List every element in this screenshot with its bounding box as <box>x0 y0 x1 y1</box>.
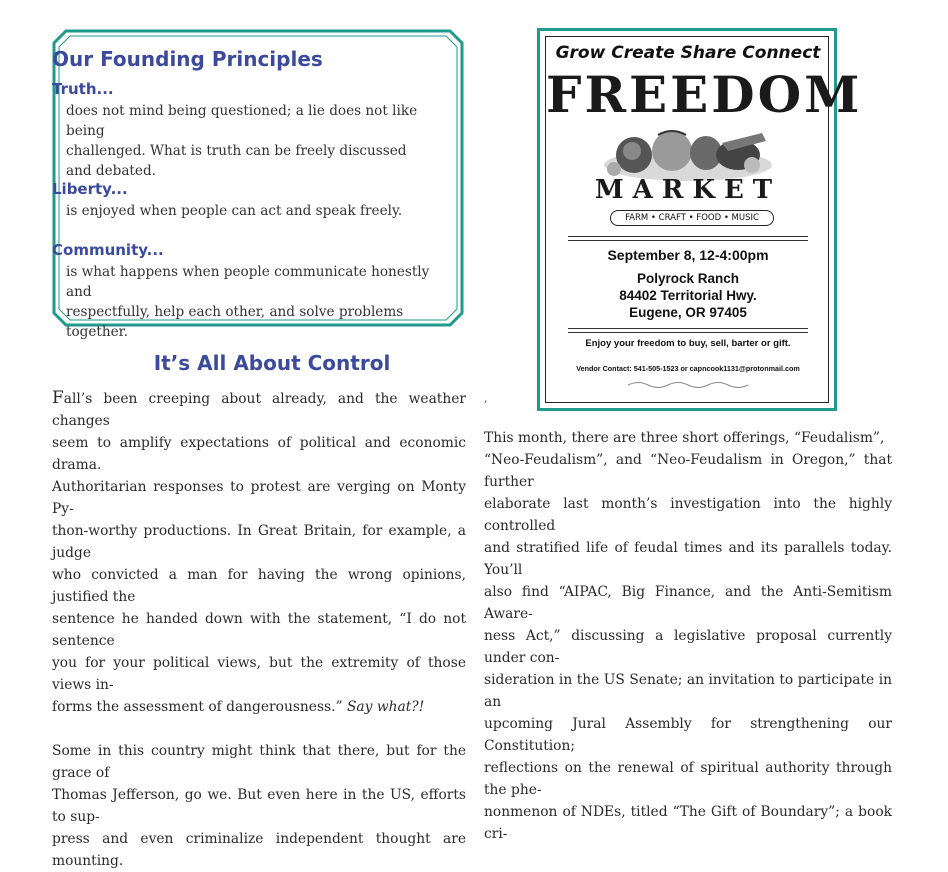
principle-text-liberty <box>66 201 450 221</box>
flyer-street: 84402 Territorial Hwy. <box>619 288 757 303</box>
text-line: Authoritarian responses to protest are verging on Monty Py- <box>52 479 466 517</box>
divider <box>568 328 808 329</box>
text-line: you for your political views, but the extremity of those views in- <box>52 655 466 693</box>
text-line: is what happens when people communicate honestly and <box>66 264 430 300</box>
freedom-market-flyer <box>545 36 863 403</box>
principle-text-truth <box>66 101 450 181</box>
text-span: forms the assessment of dangerousness.” <box>52 699 343 715</box>
text-line: This month, there are three short offerings, “Feudalism”, <box>484 430 885 446</box>
text-line: seem to amplify expectations of political and economic drama. <box>52 435 466 473</box>
text-line: “Neo-Feudalism”, and “Neo-Feudalism in Oregon,” that further <box>484 452 892 490</box>
text-line: Thomas Jefferson, go we. But even here in the US, efforts to sup- <box>52 787 466 825</box>
flyer-date: September 8, 12-4:00pm <box>607 247 769 263</box>
flyer-categories: FARM • CRAFT • FOOD • MUSIC <box>610 210 774 226</box>
flyer-subtitle: MARKET <box>594 175 782 205</box>
divider <box>568 240 808 241</box>
text-line: also find “AIPAC, Big Finance, and the Anti-Semitism Aware- <box>484 584 892 622</box>
text-line: does not mind being questioned; a lie does not like being <box>66 103 418 139</box>
founding-principles-box <box>52 29 464 340</box>
flyer-tagline: Grow Create Share Connect <box>555 43 821 63</box>
article-left-column <box>52 387 466 872</box>
text-line: respectfully, help each other, and solve problems together. <box>66 304 404 340</box>
principle-heading-liberty: Liberty... <box>52 180 128 198</box>
text-line: elaborate last month’s investigation into the highly controlled <box>484 496 892 534</box>
text-span: all’s been creeping about already, and the weather changes <box>52 391 466 429</box>
text-line <box>52 387 466 432</box>
text-line: challenged. What is truth can be freely discussed <box>66 143 407 159</box>
flyer-contact: Vendor Contact: 541-505-1523 or capncook1131@protonmail.com <box>576 364 800 373</box>
text-line: press and even criminalize independent thought are mounting. <box>52 831 466 869</box>
principles-title: Our Founding Principles <box>52 47 323 71</box>
text-line: sentence he handed down with the statement, “I do not sentence <box>52 611 466 649</box>
text-line: sideration in the US Senate; an invitation to participate in an <box>484 672 892 710</box>
text-line: and debated. <box>66 163 156 179</box>
flyer-title: FREEDOM <box>546 65 863 124</box>
article-right-column <box>484 427 892 845</box>
drop-cap: F <box>52 388 64 408</box>
divider <box>568 236 808 237</box>
text-line: thon-worthy productions. In Great Britain, for example, a judge <box>52 523 466 561</box>
text-line: nonmenon of NDEs, titled “The Gift of Boundary”; a book cri- <box>484 804 892 842</box>
text-line: reflections on the renewal of spiritual authority through the phe- <box>484 760 892 798</box>
principle-heading-community: Community... <box>52 241 164 259</box>
flyer-ornament <box>626 380 750 390</box>
text-line: Some in this country might think that there, but for the grace of <box>52 743 466 781</box>
article-headline: It’s All About Control <box>153 351 391 375</box>
text-line: upcoming Jural Assembly for strengthening our Constitution; <box>484 716 892 754</box>
flyer-venue: Polyrock Ranch <box>636 271 740 286</box>
text-line: and stratified life of feudal times and its parallels today. You’ll <box>484 540 892 578</box>
flyer-slogan: Enjoy your freedom to buy, sell, barter or gift. <box>585 338 791 349</box>
principle-heading-truth: Truth... <box>52 80 114 98</box>
emphasis-text: Say what?! <box>346 699 425 715</box>
text-line: ness Act,” discussing a legislative proposal currently under con- <box>484 628 892 666</box>
text-line: is enjoyed when people can act and speak freely. <box>66 203 403 219</box>
text-line: who convicted a man for having the wrong opinions, justified the <box>52 567 466 605</box>
divider <box>568 332 808 333</box>
principle-text-community <box>66 262 450 342</box>
flyer-city: Eugene, OR 97405 <box>629 305 747 320</box>
text-line <box>52 696 466 718</box>
stray-mark: , <box>484 392 488 405</box>
